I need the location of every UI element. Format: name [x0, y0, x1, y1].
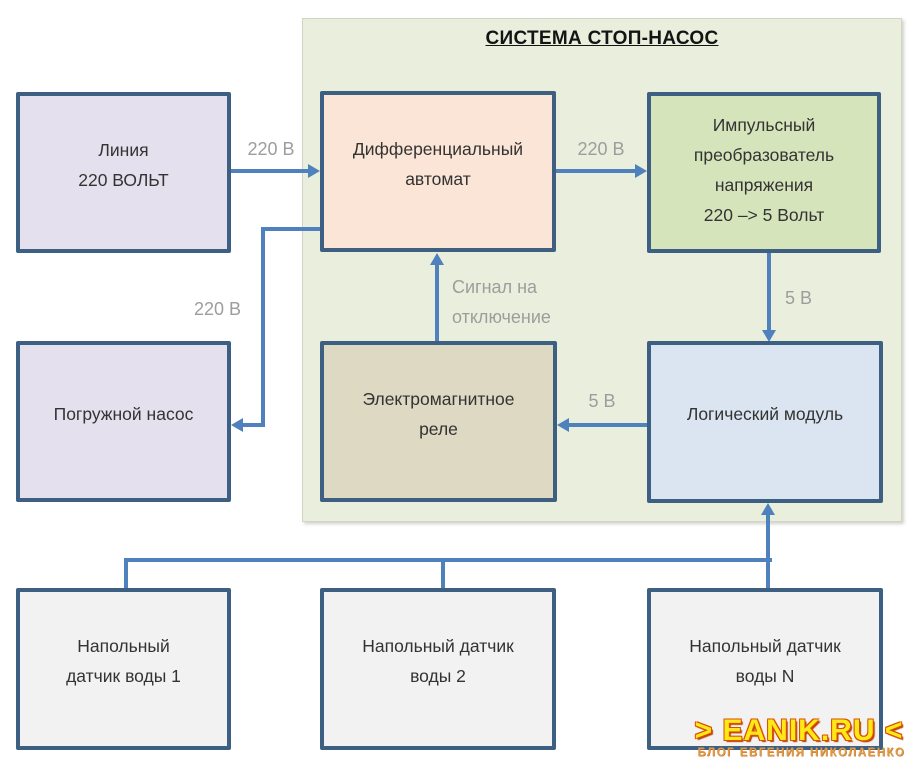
node-submersible-pump-label: Погружной насос: [53, 403, 194, 424]
connector-diff-nasos-seg3: [242, 423, 265, 427]
arrowhead-diff-impuls: [635, 164, 647, 178]
node-floor-sensor-2-label-1: Напольный датчик: [362, 636, 514, 656]
node-electromagnetic-relay-label-1: Электромагнитное: [362, 388, 515, 409]
edge-label-signal-off: [452, 272, 551, 332]
node-line-220v-label-1: Линия: [98, 139, 149, 160]
watermark-site-name: > EANIK.RU <: [694, 714, 904, 747]
edge-label-220v-diff-impuls: 220 В: [577, 139, 625, 159]
edge-label-signal-off-line-2: отключение: [452, 307, 551, 327]
node-pulse-converter-label-4: 220 –> 5 Вольт: [703, 204, 825, 225]
node-floor-sensor-2: [320, 588, 556, 750]
edge-label-220v-diff-nasos: 220 В: [193, 299, 242, 319]
node-differential-breaker-label-1: Дифференциальный: [352, 138, 524, 159]
connector-sensor2-stub: [441, 558, 445, 588]
node-floor-sensor-1-label-1: Напольный: [77, 636, 170, 656]
edge-label-signal-off-line-1: Сигнал на: [452, 277, 538, 297]
node-floor-sensor-1-label-2: датчик воды 1: [66, 666, 181, 686]
arrowhead-sensors-logic: [761, 503, 775, 515]
node-floor-sensor-n-label-2: воды N: [735, 666, 795, 686]
node-logic-module-label: Логический модуль: [686, 404, 844, 424]
connector-logic-rele: [568, 423, 647, 427]
edge-label-5v-impuls-logic: 5 В: [785, 288, 813, 308]
node-floor-sensor-n-label-1: Напольный датчик: [689, 636, 841, 656]
node-pulse-converter-label-1: Импульсный: [712, 114, 816, 135]
connector-diff-nasos-seg1: [263, 227, 320, 231]
node-line-220v-label-2: 220 ВОЛЬТ: [78, 169, 169, 190]
connector-sensorN-logic: [766, 514, 770, 588]
node-pulse-converter-label-2: преобразователь: [693, 144, 835, 165]
arrowhead-liniya-diff: [308, 164, 320, 178]
edge-label-220v-liniya-diff: 220 В: [247, 139, 295, 159]
node-floor-sensor-1: [16, 588, 231, 750]
node-electromagnetic-relay: [320, 341, 557, 502]
arrowhead-rele-diff: [430, 253, 444, 265]
edge-label-5v-logic-rele: 5 В: [588, 391, 616, 411]
connector-sensor-bus: [126, 558, 772, 562]
node-differential-breaker: [320, 91, 556, 252]
connector-diff-impuls: [556, 169, 636, 173]
node-differential-breaker-label-2: автомат: [405, 168, 471, 189]
node-pulse-converter: [647, 92, 881, 253]
connector-rele-diff: [435, 264, 439, 341]
node-logic-module: [647, 341, 883, 503]
node-electromagnetic-relay-label-2: реле: [419, 418, 458, 439]
connector-diff-nasos-seg2: [261, 227, 265, 427]
node-floor-sensor-2-label-2: воды 2: [410, 666, 466, 686]
connector-liniya-diff: [231, 169, 310, 173]
node-line-220v: [16, 92, 231, 253]
watermark-site-subtitle: БЛОГ ЕВГЕНИЯ НИКОЛАЕНКО: [697, 747, 906, 759]
arrowhead-diff-nasos: [231, 418, 243, 432]
connector-sensor1-stub: [124, 558, 128, 588]
connector-impuls-logic: [767, 253, 771, 330]
diagram-title: СИСТЕМА СТОП-НАСОС: [485, 28, 719, 49]
node-pulse-converter-label-3: напряжения: [714, 174, 814, 195]
arrowhead-logic-rele: [557, 418, 569, 432]
node-submersible-pump: [16, 341, 231, 502]
